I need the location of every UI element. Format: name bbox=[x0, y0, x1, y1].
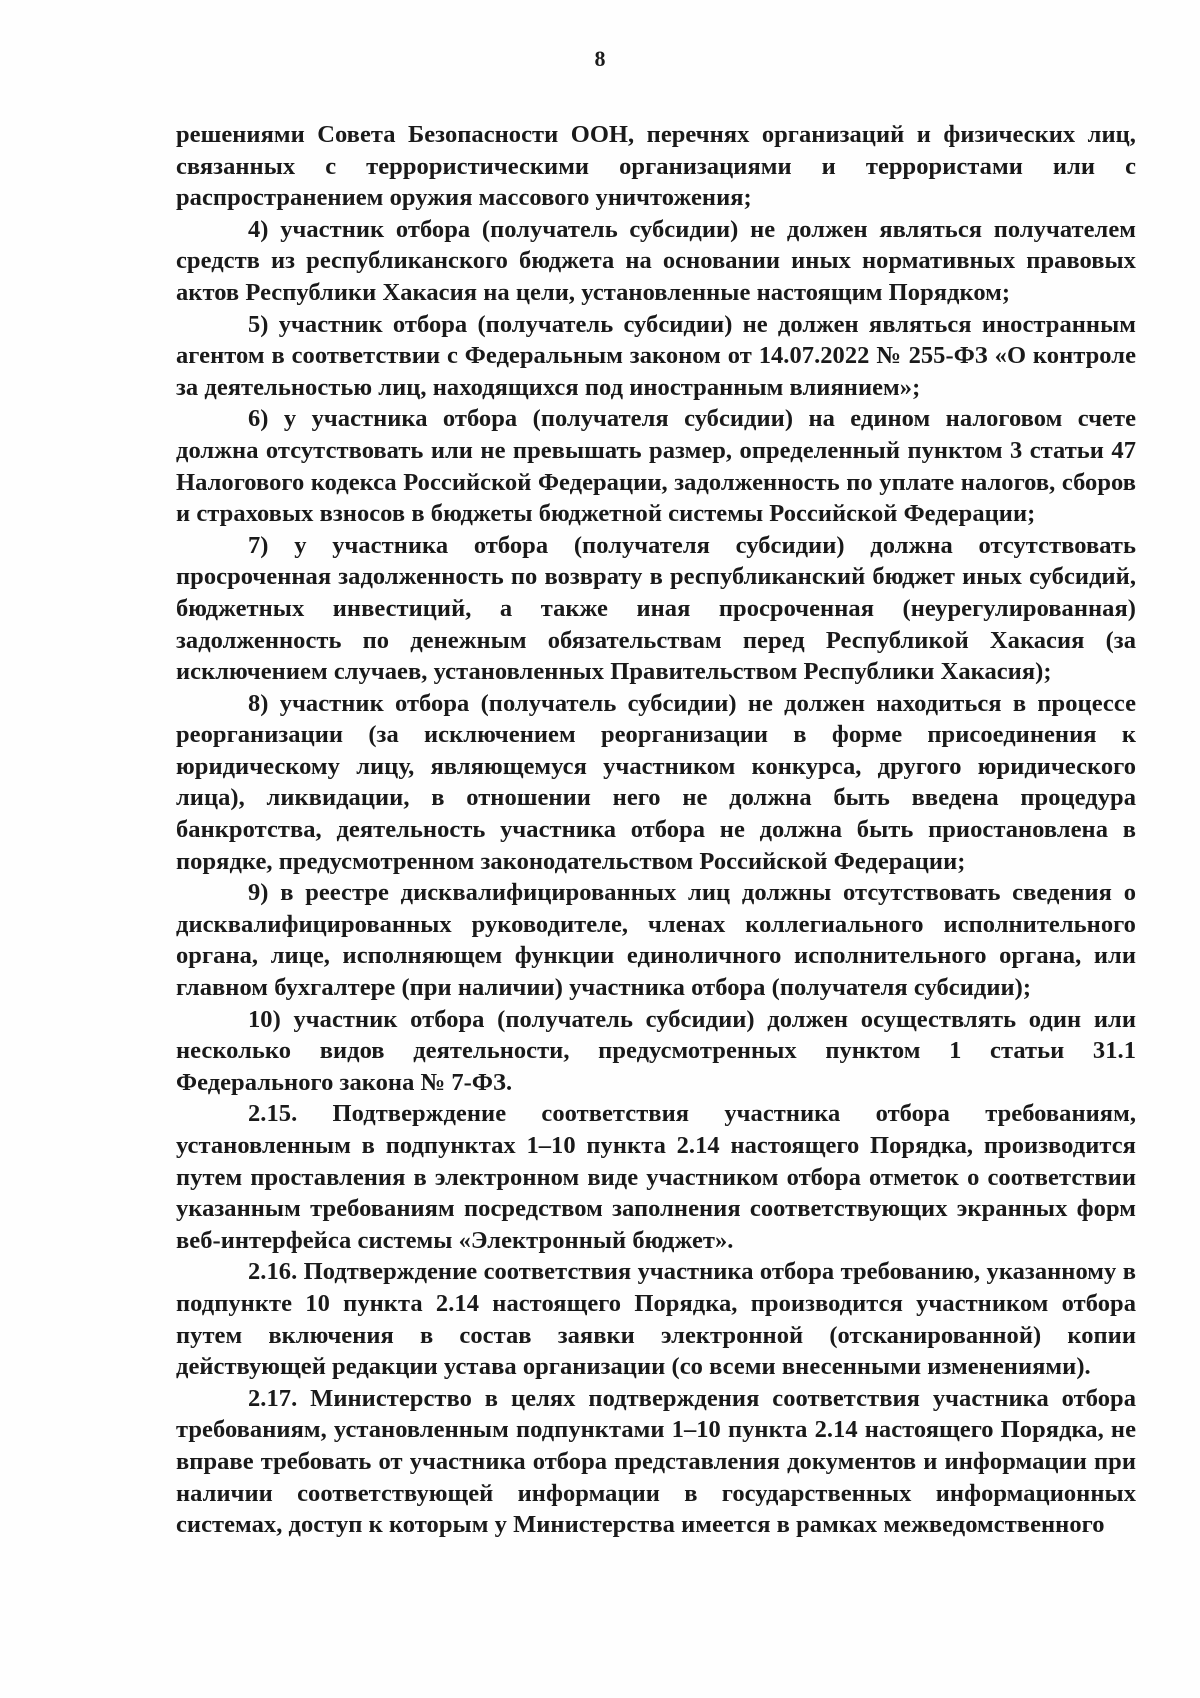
paragraph-2-15: 2.15. Подтверждение соответствия участника отбора требованиям, установленным в подпунктах 1–10 пункта 2.14 настоящего Порядка, производится путем проставления в электронном виде участником отбора отметок о соответствии указанным требованиям посредством заполнения соответствующих экранных форм веб-интерфейса системы «Электронный бюджет». bbox=[176, 1100, 1136, 1254]
paragraph-item-8: 8) участник отбора (получатель субсидии) не должен находиться в процессе реорганизации (за исключением реорганизации в форме присоединения к юридическому лицу, являющемуся участником конкурса, другого юридического лица), ликвидации, в отношении него не должна быть введена процедура банкротства, деятельность участника отбора не должна быть приостановлена в порядке, предусмотренном законодательством Российской Федерации; bbox=[176, 689, 1136, 875]
document-body bbox=[176, 119, 1136, 1541]
paragraph-item-5: 5) участник отбора (получатель субсидии) не должен являться иностранным агентом в соответствии с Федеральным законом от 14.07.2022 № 255-ФЗ «О контроле за деятельностью лиц, находящихся под иностранным влиянием»; bbox=[176, 310, 1136, 401]
paragraph-2-17: 2.17. Министерство в целях подтверждения соответствия участника отбора требованиям, установленным подпунктами 1–10 пункта 2.14 настоящего Порядка, не вправе требовать от участника отбора представления документов и информации при наличии соответствующей информации в государственных информационных системах, доступ к которым у Министерства имеется в рамках межведомственного bbox=[176, 1384, 1136, 1539]
paragraph-item-6: 6) у участника отбора (получателя субсидии) на едином налоговом счете должна отсутствовать или не превышать размер, определенный пунктом 3 статьи 47 Налогового кодекса Российской Федерации, задолженность по уплате налогов, сборов и страховых взносов в бюджеты бюджетной системы Российской Федерации; bbox=[176, 405, 1136, 528]
paragraph-item-4: 4) участник отбора (получатель субсидии) не должен являться получателем средств из республиканского бюджета на основании иных нормативных правовых актов Республики Хакасия на цели, установленные настоящим Порядком; bbox=[176, 215, 1136, 306]
paragraph-item-10: 10) участник отбора (получатель субсидии) должен осуществлять один или несколько видов деятельности, предусмотренных пунктом 1 статьи 31.1 Федерального закона № 7-ФЗ. bbox=[176, 1005, 1136, 1096]
paragraph-2-16: 2.16. Подтверждение соответствия участника отбора требованию, указанному в подпункте 10 пункта 2.14 настоящего Порядка, производится участником отбора путем включения в состав заявки электронной (отсканированной) копии действующей редакции устава организации (со всеми внесенными изменениями). bbox=[176, 1258, 1136, 1381]
paragraph-item-7: 7) у участника отбора (получателя субсидии) должна отсутствовать просроченная задолженность по возврату в республиканский бюджет иных субсидий, бюджетных инвестиций, а также иная просроченная (неурегулированная) задолженность по денежным обязательствам перед Республикой Хакасия (за исключением случаев, установленных Правительством Республики Хакасия); bbox=[176, 531, 1136, 686]
paragraph-item-9: 9) в реестре дисквалифицированных лиц должны отсутствовать сведения о дисквалифицированных руководителе, членах коллегиального исполнительного органа, лице, исполняющем функции единоличного исполнительного органа, или главном бухгалтере (при наличии) участника отбора (получателя субсидии); bbox=[176, 879, 1136, 1002]
page-number: 8 bbox=[594, 46, 606, 71]
paragraph-continuation: решениями Совета Безопасности ООН, перечнях организаций и физических лиц, связанных с террористическими организациями и террористами или с распространением оружия массового уничтожения; bbox=[176, 121, 1136, 212]
